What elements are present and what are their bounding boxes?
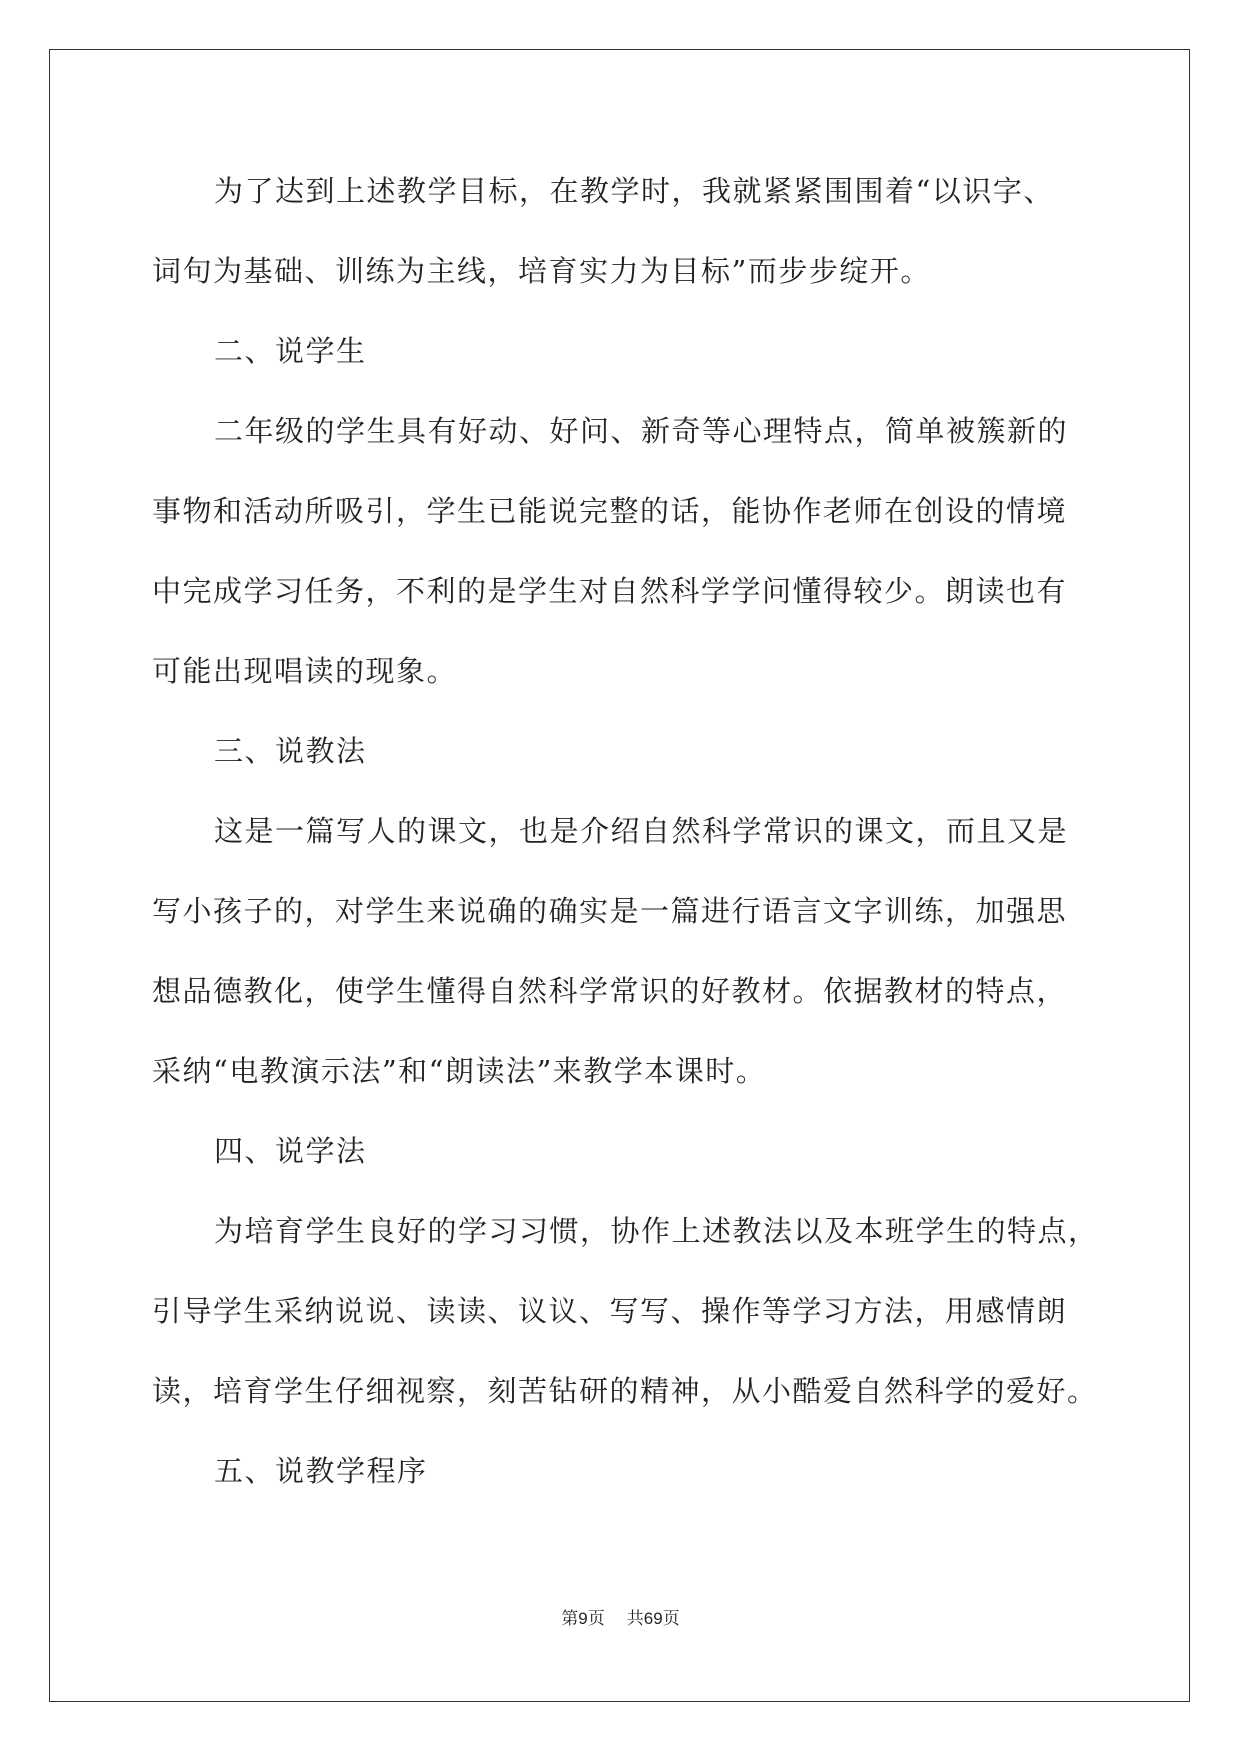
- section-heading: 二、说学生: [214, 334, 367, 368]
- page-prefix: 第: [561, 1609, 579, 1629]
- total-unit: 页: [662, 1609, 680, 1629]
- paragraph-line: 事物和活动所吸引，学生已能说完整的话，能协作老师在创设的情境: [152, 494, 1068, 528]
- paragraph-line: 为了达到上述教学目标，在教学时，我就紧紧围围着“以识字、: [214, 174, 1054, 208]
- paragraph-line: 想品德教化，使学生懂得自然科学常识的好教材。依据教材的特点，: [152, 974, 1068, 1008]
- paragraph-line: 中完成学习任务，不利的是学生对自然科学学问懂得较少。朗读也有: [152, 574, 1068, 608]
- paragraph-line: 这是一篇写人的课文，也是介绍自然科学常识的课文，而且又是: [214, 814, 1069, 848]
- paragraph-line: 可能出现唱读的现象。: [152, 654, 458, 688]
- total-prefix: 共: [626, 1609, 644, 1629]
- page-current: 9: [578, 1609, 588, 1628]
- page-unit: 页: [587, 1609, 605, 1629]
- page-footer: [0, 1607, 1241, 1631]
- paragraph-line: 词句为基础、训练为主线，培育实力为目标”而步步绽开。: [152, 254, 931, 288]
- paragraph-line: 采纳“电教演示法”和“朗读法”来教学本课时。: [152, 1054, 767, 1088]
- page-total: 69: [643, 1609, 663, 1628]
- paragraph-line: 为培育学生良好的学习习惯，协作上述教法以及本班学生的特点，: [214, 1214, 1099, 1248]
- section-heading: 四、说学法: [214, 1134, 367, 1168]
- paragraph-line: 二年级的学生具有好动、好问、新奇等心理特点，简单被簇新的: [214, 414, 1069, 448]
- section-heading: 三、说教法: [214, 734, 367, 768]
- paragraph-line: 写小孩子的，对学生来说确的确实是一篇进行语言文字训练，加强思: [152, 894, 1068, 928]
- section-heading: 五、说教学程序: [214, 1454, 428, 1488]
- paragraph-line: 引导学生采纳说说、读读、议议、写写、操作等学习方法，用感情朗: [152, 1294, 1068, 1328]
- paragraph-line: 读，培育学生仔细视察，刻苦钻研的精神，从小酷爱自然科学的爱好。: [152, 1374, 1098, 1408]
